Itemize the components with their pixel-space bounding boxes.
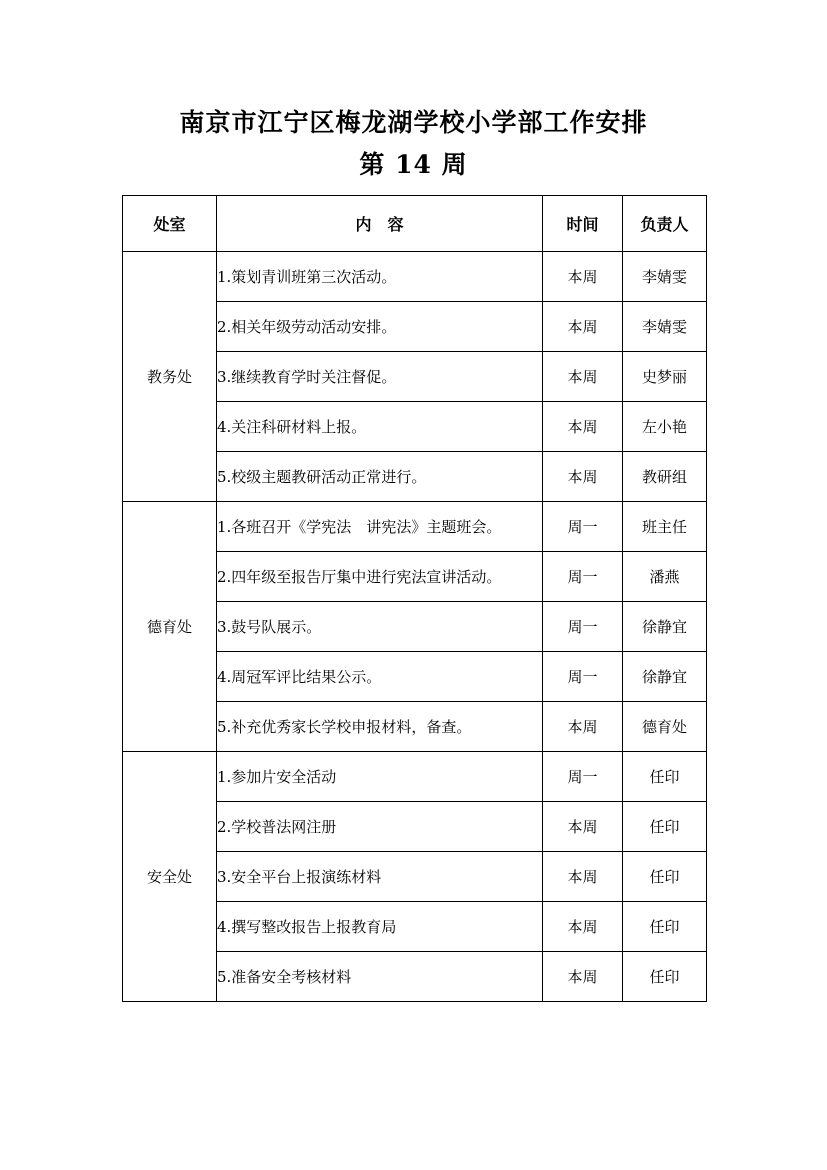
content-cell: 3.鼓号队展示。 [217,602,543,652]
schedule-table [122,195,707,1002]
time-cell: 本周 [543,802,623,852]
time-cell: 周一 [543,552,623,602]
person-cell: 班主任 [623,502,707,552]
person-cell: 任印 [623,852,707,902]
content-cell: 5.校级主题教研活动正常进行。 [217,452,543,502]
content-cell: 2.学校普法网注册 [217,802,543,852]
content-cell: 3.安全平台上报演练材料 [217,852,543,902]
time-cell: 本周 [543,302,623,352]
person-cell: 教研组 [623,452,707,502]
content-cell: 4.关注科研材料上报。 [217,402,543,452]
person-cell: 李婧雯 [623,302,707,352]
time-cell: 本周 [543,252,623,302]
content-cell: 3.继续教育学时关注督促。 [217,352,543,402]
person-cell: 徐静宜 [623,602,707,652]
dept-cell: 德育处 [123,502,217,752]
dept-cell: 安全处 [123,752,217,1002]
time-cell: 本周 [543,452,623,502]
person-cell: 左小艳 [623,402,707,452]
week-subtitle: 第 14 周 [359,150,468,179]
time-cell: 周一 [543,602,623,652]
header-time: 时间 [543,196,623,252]
header-dept: 处室 [123,196,217,252]
person-cell: 任印 [623,752,707,802]
time-cell: 本周 [543,702,623,752]
time-cell: 本周 [543,352,623,402]
person-cell: 李婧雯 [623,252,707,302]
time-cell: 周一 [543,652,623,702]
time-cell: 周一 [543,752,623,802]
content-cell: 2.四年级至报告厅集中进行宪法宣讲活动。 [217,552,543,602]
time-cell: 本周 [543,902,623,952]
person-cell: 德育处 [623,702,707,752]
content-cell: 5.补充优秀家长学校申报材料，备查。 [217,702,543,752]
header-content: 内 容 [217,196,543,252]
content-cell: 1.策划青训班第三次活动。 [217,252,543,302]
content-cell: 1.参加片安全活动 [217,752,543,802]
person-cell: 任印 [623,952,707,1002]
time-cell: 本周 [543,952,623,1002]
content-cell: 4.周冠军评比结果公示。 [217,652,543,702]
content-cell: 1.各班召开《学宪法 讲宪法》主题班会。 [217,502,543,552]
person-cell: 史梦丽 [623,352,707,402]
content-cell: 2.相关年级劳动活动安排。 [217,302,543,352]
page-title: 南京市江宁区梅龙湖学校小学部工作安排 [179,108,648,137]
person-cell: 徐静宜 [623,652,707,702]
header-person: 负责人 [623,196,707,252]
content-cell: 4.撰写整改报告上报教育局 [217,902,543,952]
content-cell: 5.准备安全考核材料 [217,952,543,1002]
person-cell: 任印 [623,902,707,952]
person-cell: 潘燕 [623,552,707,602]
table-row [123,752,707,802]
time-cell: 本周 [543,402,623,452]
person-cell: 任印 [623,802,707,852]
table-row [123,502,707,552]
time-cell: 本周 [543,852,623,902]
header-row [123,196,707,252]
table-row [123,252,707,302]
time-cell: 周一 [543,502,623,552]
dept-cell: 教务处 [123,252,217,502]
